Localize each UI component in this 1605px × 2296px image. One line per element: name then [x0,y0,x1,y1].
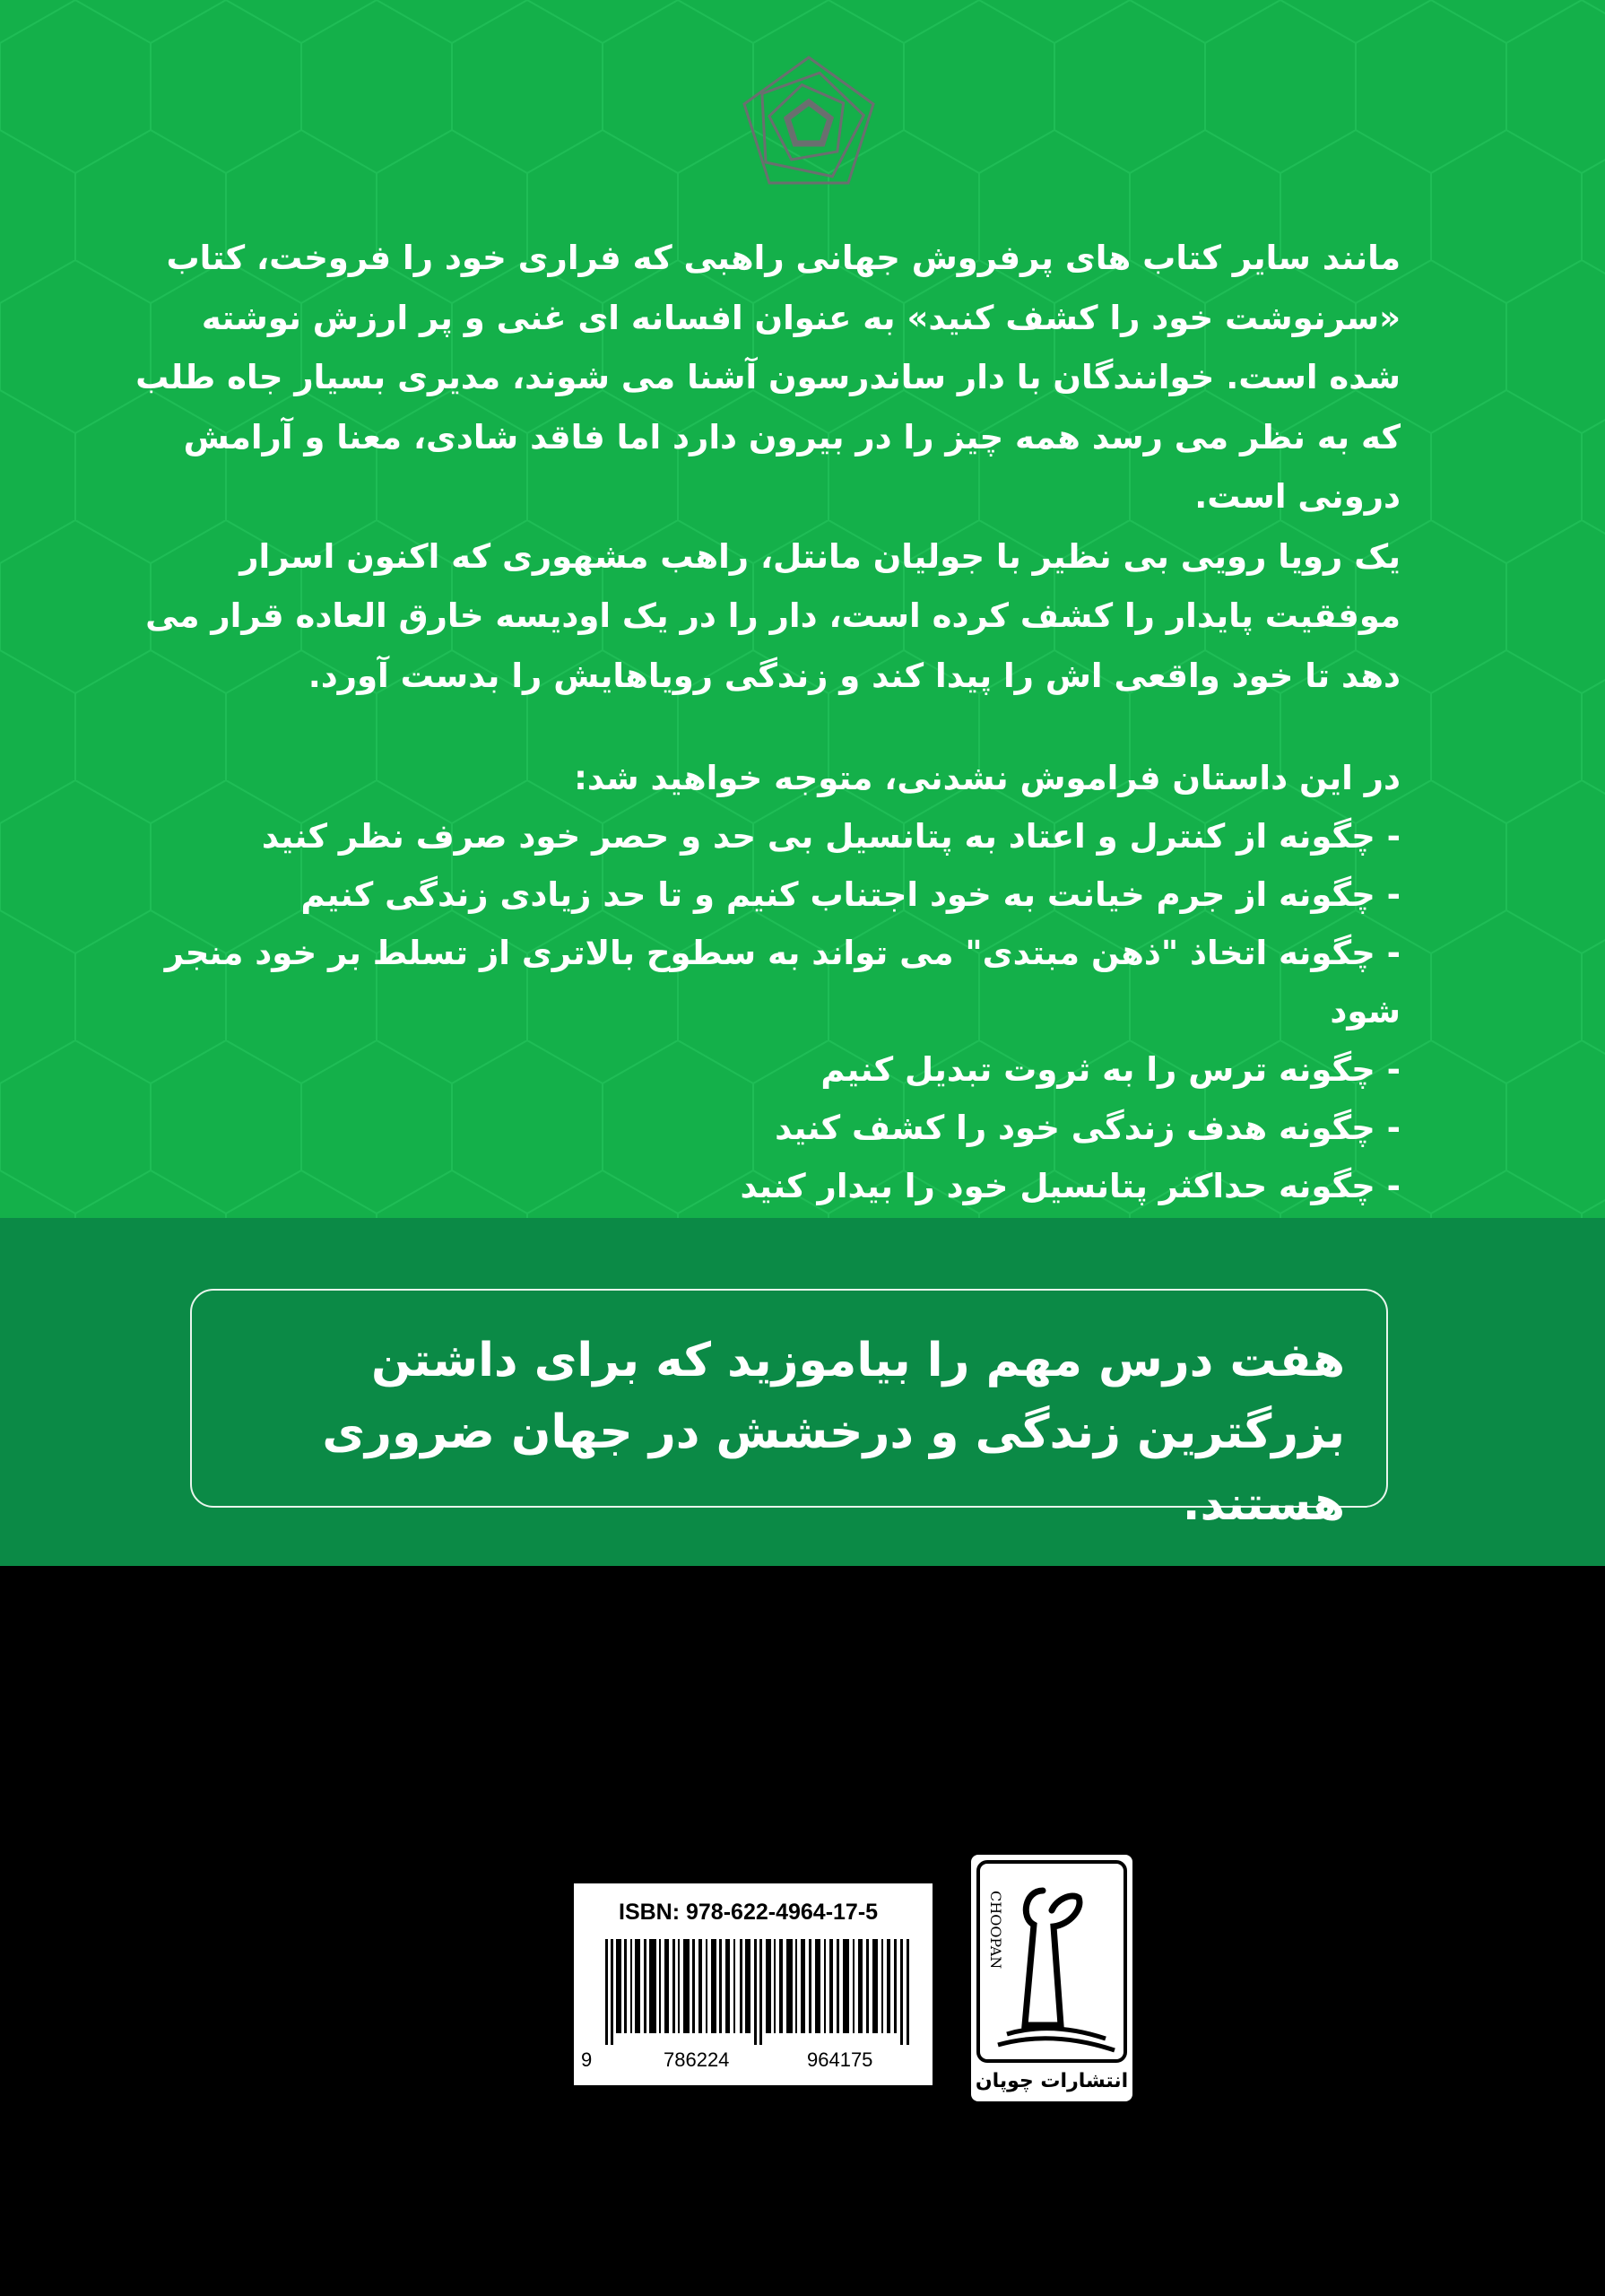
barcode-left-group: 786224 [664,2048,730,2071]
publisher-name: انتشارات چوپان [975,2070,1129,2092]
lesson-item: - چگونه از جرم خیانت به خود اجتناب کنیم و تا حد زیادی زندگی کنیم [300,875,1401,914]
publisher-vertical-text: CHOOPAN [987,1891,1004,1970]
highlight-box [190,1289,1388,1531]
lesson-item: - چگونه از کنترل و اعتاد به پتانسیل بی حد و حصر خود صرف نظر کنید [261,817,1401,856]
book-description [127,229,1401,706]
lesson-item: - چگونه ترس را به ثروت تبدیل کنیم [820,1050,1401,1089]
lesson-item: - چگونه هدف زندگی خود را کشف کنید [775,1109,1401,1147]
isbn-barcode-card [574,1883,933,2085]
lessons-intro: در این داستان فراموش نشدنی، متوجه خواهید شد: [574,759,1401,797]
description-paragraph-2: یک رویا رویی بی نظیر با جولیان مانتل، راهب مشهوری که اکنون اسرار موفقیت پایدار را کشف کرده است، دار را در یک اودیسه خارق العاده قرار می دهد تا خود واقعی اش را پیدا کند و زندگی رویاهایش را بدست آورد. [145,536,1401,695]
lesson-item: - چگونه حداکثر پتانسیل خود را بیدار کنید [740,1167,1401,1205]
publisher-logo [971,1855,1132,2101]
lesson-item: - چگونه اتخاذ "ذهن مبتدی" می تواند به سطوح بالاتری از تسلط بر خود منجر شود [164,934,1401,1031]
barcode-icon [605,1939,915,2045]
barcode-right-group: 964175 [807,2048,873,2071]
lessons-list [127,807,1401,1215]
highlight-text: هفت درس مهم را بیاموزید که برای داشتن بزرگترین زندگی و درخشش در جهان ضروری هستند. [322,1334,1345,1531]
isbn-label: ISBN: 978-622-4964-17-5 [619,1900,879,1925]
shepherd-book-logo-icon [971,1855,1132,2101]
pentagon-emblem-icon [737,52,881,196]
lessons-section [127,749,1401,1215]
description-paragraph-1: مانند سایر کتاب های پرفروش جهانی راهبی که فراری خود را فروخت، کتاب «سرنوشت خود را کشف کنید» به عنوان افسانه ای غنی و پر ارزش نوشته شده است. خوانندگان با دار ساندرسون آشنا می شوند، مدیری بسیار جاه طلب که به نظر می رسد همه چیز را در بیرون دارد اما فاقد شادی، معنا و آرامش درونی است. [135,239,1401,516]
barcode-first-digit: 9 [581,2048,593,2071]
